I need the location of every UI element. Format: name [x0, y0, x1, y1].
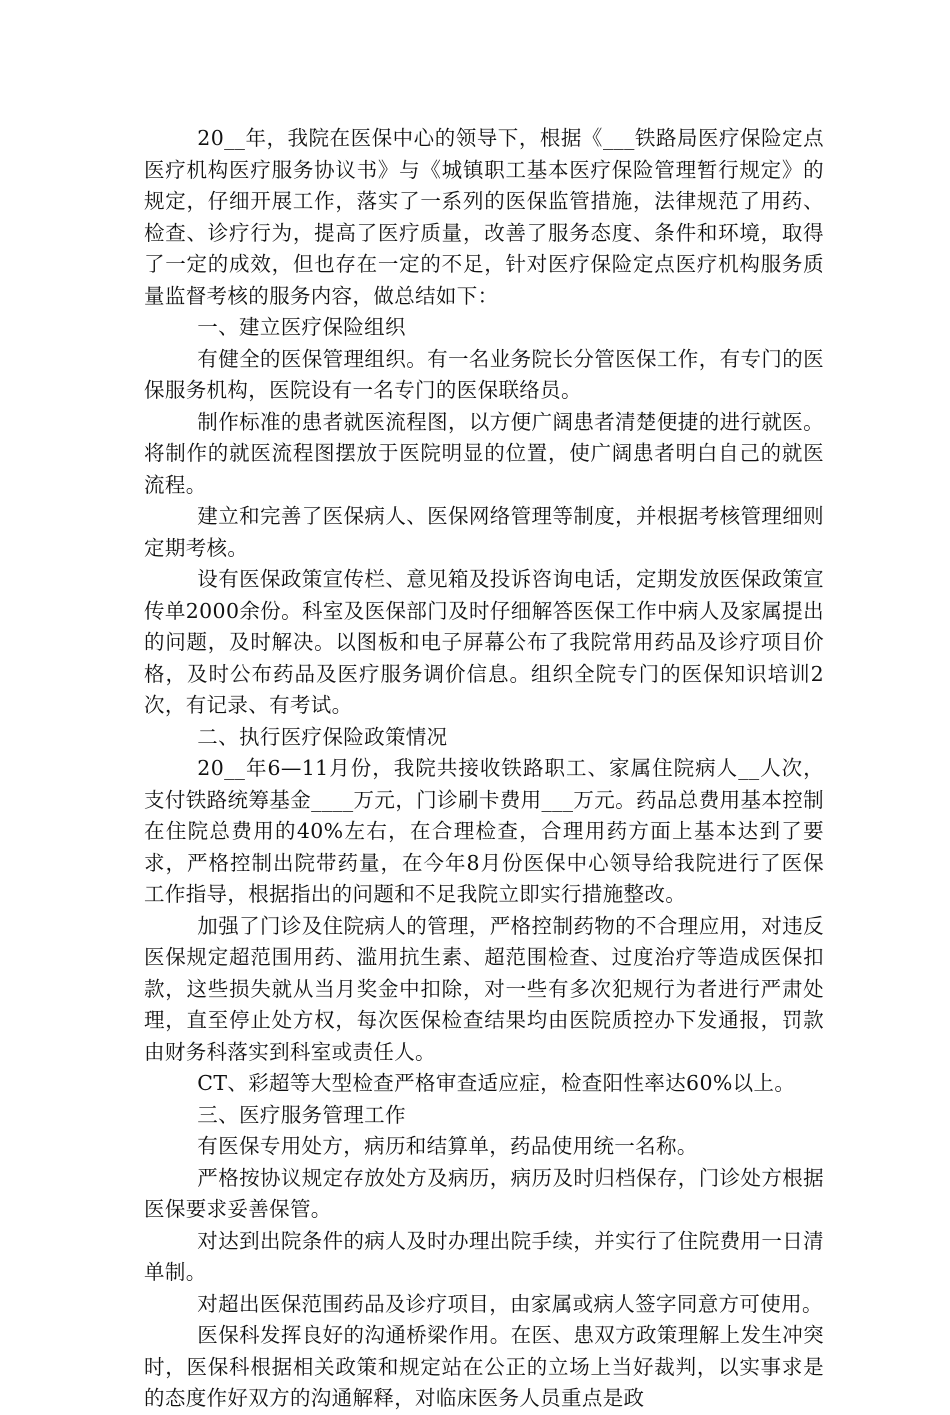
paragraph-management-org: 有健全的医保管理组织。有一名业务院长分管医保工作，有专门的医保服务机构，医院设有一名专门的医保联络员。 — [144, 346, 824, 402]
paragraph-discharge: 对达到出院条件的病人及时办理出院手续，并实行了住院费用一日清单制。 — [144, 1228, 824, 1284]
paragraph-ct-check: CT、彩超等大型检查严格审查适应症，检查阳性率达60%以上。 — [197, 1071, 796, 1095]
paragraph-consent: 对超出医保范围药品及诊疗项目，由家属或病人签字同意方可使用。 — [197, 1291, 823, 1316]
section-heading-3: 三、医疗服务管理工作 — [197, 1102, 406, 1127]
paragraph-rules: 建立和完善了医保病人、医保网络管理等制度，并根据考核管理细则定期考核。 — [144, 504, 824, 560]
paragraph-records: 严格按协议规定存放处方及病历，病历及时归档保存，门诊处方根据医保要求妥善保管。 — [144, 1165, 824, 1221]
paragraph-statistics: 20__年6—11月份，我院共接收铁路职工、家属住院病人__人次，支付铁路统筹基金____万元，门诊刷卡费用___万元。药品总费用基本控制在住院总费用的40%左右，在合理检查，合理用药方面上基本达到了要求，严格控制出院带药量，在今年8月份医保中心领导给我院进行了医保工作指导，根据指出的问题和不足我院立即实行措施整改。 — [144, 756, 824, 906]
paragraph-flowchart: 制作标准的患者就医流程图，以方便广阔患者清楚便捷的进行就医。将制作的就医流程图摆放于医院明显的位置，使广阔患者明白自己的就医流程。 — [144, 409, 824, 497]
intro-paragraph: 20__年，我院在医保中心的领导下，根据《___铁路局医疗保险定点医疗机构医疗服务协议书》与《城镇职工基本医疗保险管理暂行规定》的规定，仔细开展工作，落实了一系列的医保监管措施，法律规范了用药、检查、诊疗行为，提高了医疗质量，改善了服务态度、条件和环境，取得了一定的成效，但也存在一定的不足，针对医疗保险定点医疗机构服务质量监督考核的服务内容，做总结如下： — [144, 126, 824, 308]
section-heading-2: 二、执行医疗保险政策情况 — [197, 724, 448, 749]
paragraph-publicity: 设有医保政策宣传栏、意见箱及投诉咨询电话，定期发放医保政策宣传单2000余份。科室及医保部门及时仔细解答医保工作中病人及家属提出的问题，及时解决。以图板和电子屏幕公布了我院常用药品及诊疗项目价格，及时公布药品及医疗服务调价信息。组织全院专门的医保知识培训2次，有记录、有考试。 — [144, 567, 824, 717]
paragraph-patient-management: 加强了门诊及住院病人的管理，严格控制药物的不合理应用，对违反医保规定超范围用药、滥用抗生素、超范围检查、过度治疗等造成医保扣款，这些损失就从当月奖金中扣除，对一些有多次犯规行为者进行严肃处理，直至停止处方权，每次医保检查结果均由医院质控办下发通报，罚款由财务科落实到科室或责任人。 — [144, 913, 824, 1064]
paragraph-prescriptions: 有医保专用处方，病历和结算单，药品使用统一名称。 — [197, 1134, 698, 1158]
document-body — [144, 123, 824, 1415]
section-heading-1: 一、建立医疗保险组织 — [197, 315, 406, 339]
paragraph-communication: 医保科发挥良好的沟通桥梁作用。在医、患双方政策理解上发生冲突时，医保科根据相关政策和规定站在公正的立场上当好裁判，以实事求是的态度作好双方的沟通解释，对临床医务人员重点是政 — [144, 1323, 824, 1410]
